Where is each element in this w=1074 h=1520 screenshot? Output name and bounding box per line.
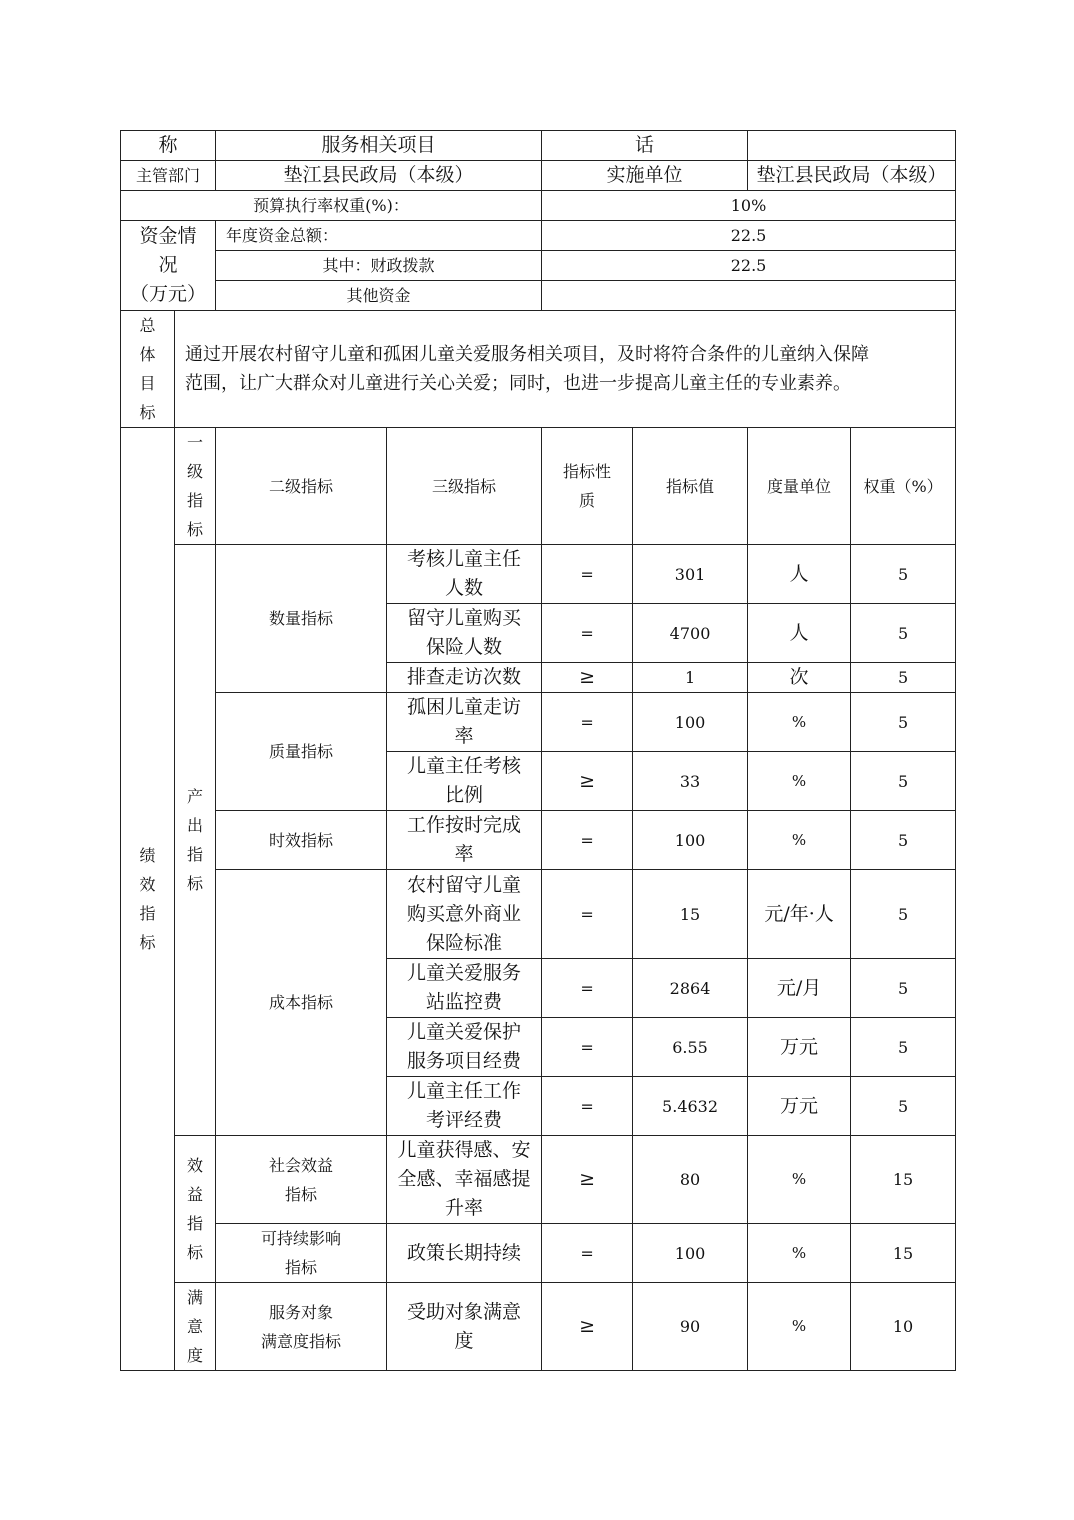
nature-cell: =	[542, 693, 633, 752]
nature-cell: =	[542, 1018, 633, 1077]
nature-cell: ≥	[542, 752, 633, 811]
exec-rate-value: 10%	[542, 191, 956, 221]
unit-cell: 元/年·人	[748, 870, 851, 959]
level3-cell: 儿童获得感、安 全感、幸福感提 升率	[387, 1136, 542, 1224]
weight-cell: 5	[851, 663, 956, 693]
perf-label: 绩 效 指 标	[121, 428, 175, 1371]
weight-cell: 5	[851, 693, 956, 752]
level1-header: 一 级 指 标	[175, 428, 216, 545]
level3-cell: 留守儿童购买 保险人数	[387, 604, 542, 663]
dept-value: 垫江县民政局（本级）	[216, 161, 542, 191]
unit-cell: %	[748, 1283, 851, 1371]
level3-cell: 儿童关爱保护 服务项目经费	[387, 1018, 542, 1077]
unit-cell: 元/月	[748, 959, 851, 1018]
funds-total-value: 22.5	[542, 221, 956, 251]
value-cell: 2864	[633, 959, 748, 1018]
unit-cell: 人	[748, 545, 851, 604]
weight-cell: 5	[851, 752, 956, 811]
unit-cell: %	[748, 752, 851, 811]
nature-cell: ≥	[542, 1136, 633, 1224]
sustain-indicator: 可持续影响 指标	[216, 1224, 387, 1283]
level3-cell: 孤困儿童走访 率	[387, 693, 542, 752]
value-cell: 100	[633, 693, 748, 752]
level3-cell: 工作按时完成 率	[387, 811, 542, 870]
level3-cell: 儿童关爱服务 站监控费	[387, 959, 542, 1018]
value-cell: 4700	[633, 604, 748, 663]
level3-header: 三级指标	[387, 428, 542, 545]
unit-cell: 人	[748, 604, 851, 663]
nature-cell: =	[542, 1077, 633, 1136]
unit-cell: %	[748, 811, 851, 870]
value-cell: 5.4632	[633, 1077, 748, 1136]
weight-cell: 5	[851, 959, 956, 1018]
cost-indicator: 成本指标	[216, 870, 387, 1136]
satisfaction-indicator: 服务对象 满意度指标	[216, 1283, 387, 1371]
value-header: 指标值	[633, 428, 748, 545]
value-cell: 100	[633, 1224, 748, 1283]
level3-cell: 排查走访次数	[387, 663, 542, 693]
level3-cell: 农村留守儿童 购买意外商业 保险标准	[387, 870, 542, 959]
value-cell: 6.55	[633, 1018, 748, 1077]
timeliness-indicator: 时效指标	[216, 811, 387, 870]
performance-goal-table	[120, 130, 956, 1371]
weight-header: 权重（%）	[851, 428, 956, 545]
weight-cell: 5	[851, 545, 956, 604]
nature-header: 指标性 质	[542, 428, 633, 545]
goal-text: 通过开展农村留守儿童和孤困儿童关爱服务相关项目，及时将符合条件的儿童纳入保障 范围，让广大群众对儿童进行关心关爱；同时，也进一步提高儿童主任的专业素养。	[175, 311, 956, 428]
weight-cell: 5	[851, 604, 956, 663]
value-cell: 15	[633, 870, 748, 959]
weight-cell: 10	[851, 1283, 956, 1371]
weight-cell: 15	[851, 1136, 956, 1224]
satisfaction-group-label: 满 意 度	[175, 1283, 216, 1371]
quantity-indicator: 数量指标	[216, 545, 387, 693]
nature-cell: =	[542, 604, 633, 663]
exec-rate-label: 预算执行率权重(%)：	[121, 191, 542, 221]
value-cell: 301	[633, 545, 748, 604]
value-cell: 1	[633, 663, 748, 693]
goal-label: 总 体 目 标	[121, 311, 175, 428]
unit-cell: 万元	[748, 1077, 851, 1136]
level3-cell: 儿童主任考核 比例	[387, 752, 542, 811]
dept-label: 主管部门	[121, 161, 216, 191]
weight-cell: 15	[851, 1224, 956, 1283]
nature-cell: =	[542, 870, 633, 959]
nature-cell: ≥	[542, 663, 633, 693]
social-indicator: 社会效益 指标	[216, 1136, 387, 1224]
nature-cell: =	[542, 959, 633, 1018]
output-group-label: 产 出 指 标	[175, 545, 216, 1136]
weight-cell: 5	[851, 1077, 956, 1136]
impl-label: 实施单位	[542, 161, 748, 191]
impl-value: 垫江县民政局（本级）	[748, 161, 956, 191]
level3-cell: 政策长期持续	[387, 1224, 542, 1283]
nature-cell: =	[542, 1224, 633, 1283]
value-cell: 100	[633, 811, 748, 870]
project-name-label: 称	[121, 131, 216, 161]
funds-total-label: 年度资金总额：	[216, 221, 542, 251]
quality-indicator: 质量指标	[216, 693, 387, 811]
benefit-group-label: 效 益 指 标	[175, 1136, 216, 1283]
weight-cell: 5	[851, 870, 956, 959]
value-cell: 80	[633, 1136, 748, 1224]
funds-other-value	[542, 281, 956, 311]
weight-cell: 5	[851, 1018, 956, 1077]
value-cell: 33	[633, 752, 748, 811]
unit-cell: %	[748, 1136, 851, 1224]
funds-fiscal-value: 22.5	[542, 251, 956, 281]
level3-cell: 受助对象满意 度	[387, 1283, 542, 1371]
unit-header: 度量单位	[748, 428, 851, 545]
value-cell: 90	[633, 1283, 748, 1371]
unit-cell: %	[748, 693, 851, 752]
nature-cell: =	[542, 811, 633, 870]
project-name-value: 服务相关项目	[216, 131, 542, 161]
funds-label: 资金情 况 （万元）	[121, 221, 216, 311]
level3-cell: 考核儿童主任 人数	[387, 545, 542, 604]
nature-cell: ≥	[542, 1283, 633, 1371]
unit-cell: %	[748, 1224, 851, 1283]
level2-header: 二级指标	[216, 428, 387, 545]
level3-cell: 儿童主任工作 考评经费	[387, 1077, 542, 1136]
funds-fiscal-label: 其中：财政拨款	[216, 251, 542, 281]
phone-value	[748, 131, 956, 161]
unit-cell: 次	[748, 663, 851, 693]
funds-other-label: 其他资金	[216, 281, 542, 311]
weight-cell: 5	[851, 811, 956, 870]
unit-cell: 万元	[748, 1018, 851, 1077]
phone-label: 话	[542, 131, 748, 161]
nature-cell: =	[542, 545, 633, 604]
